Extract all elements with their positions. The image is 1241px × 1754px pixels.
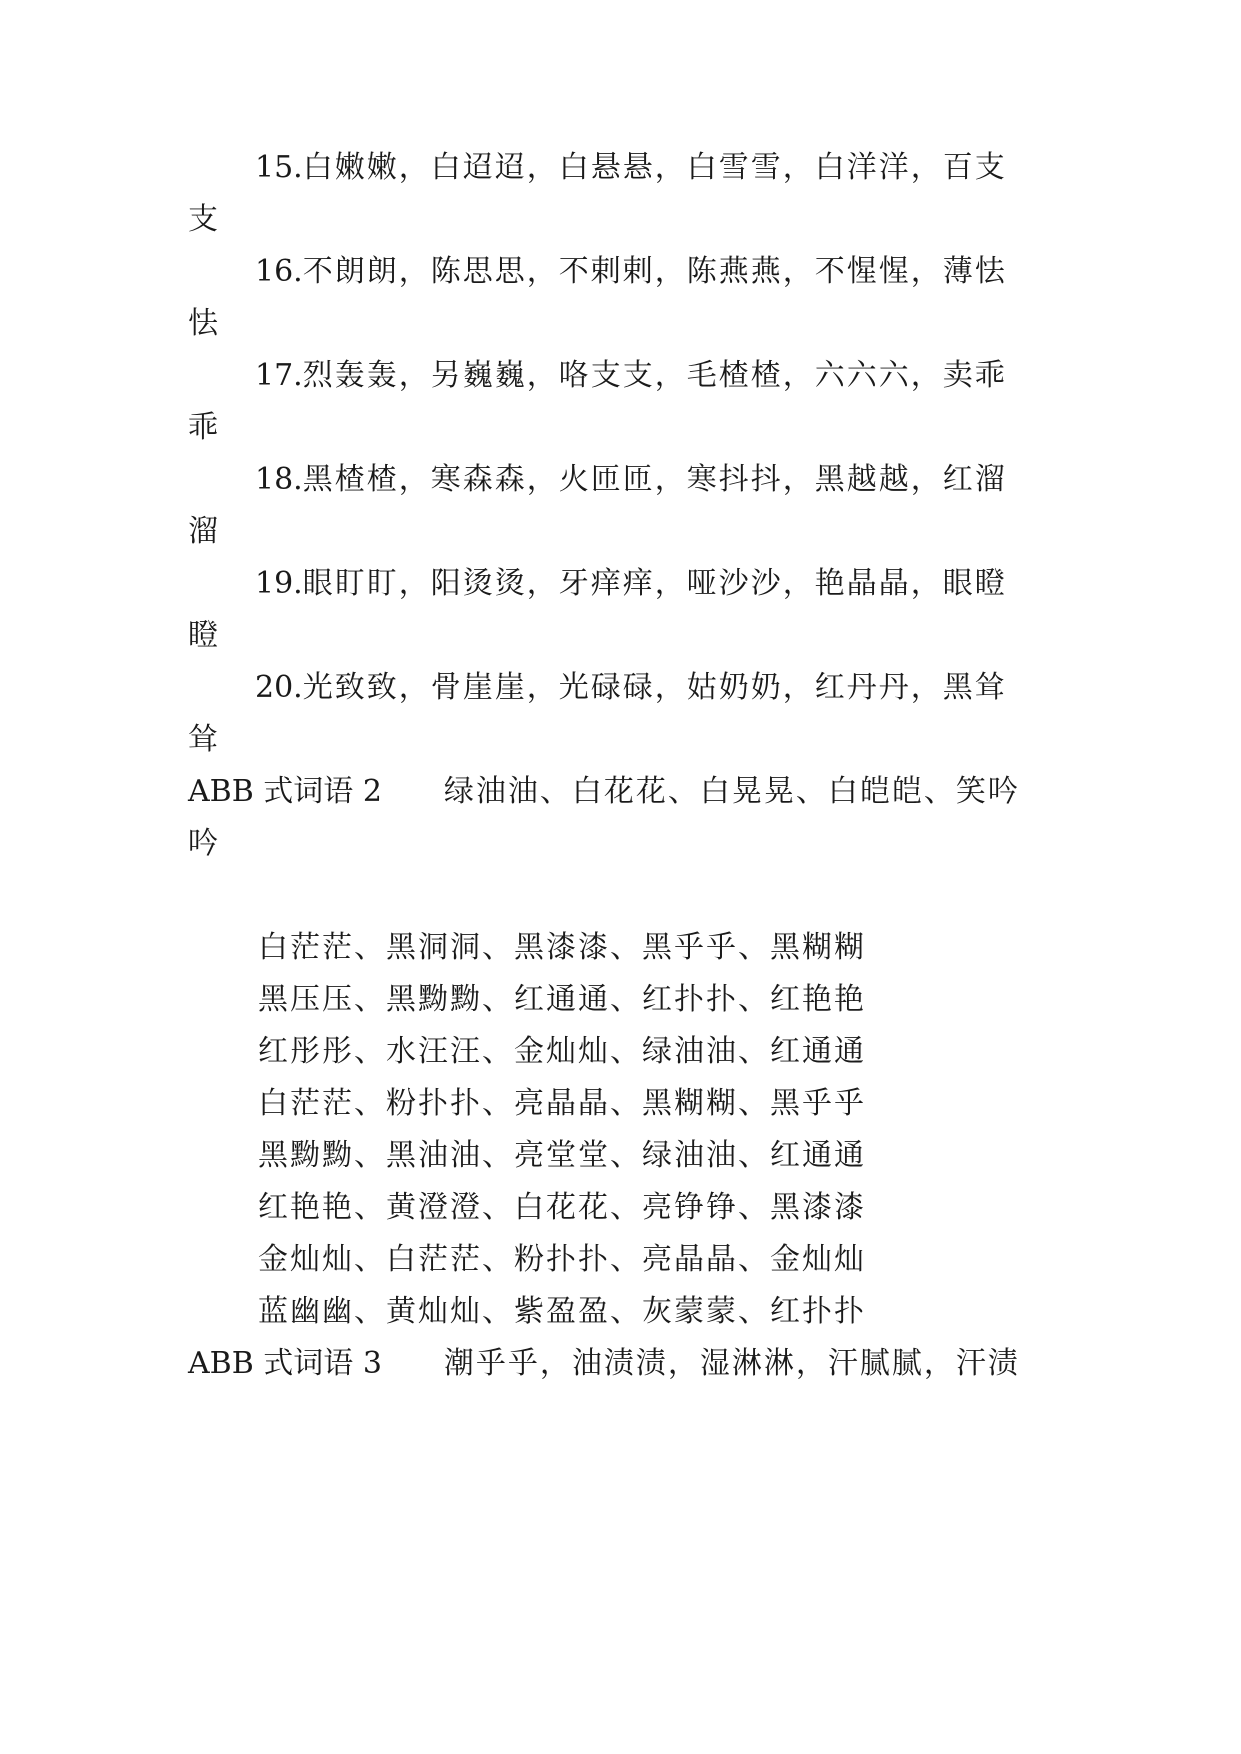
word-list-line: 金灿灿、白茫茫、粉扑扑、亮晶晶、金灿灿 <box>258 1242 866 1277</box>
section-2-continuation: 吟 <box>188 826 220 861</box>
word-list-line: 黑黝黝、黑油油、亮堂堂、绿油油、红通通 <box>258 1138 866 1173</box>
numbered-item-18 <box>255 462 1125 498</box>
section-heading: ABB 式词语 2 <box>188 774 382 809</box>
numbered-item-19 <box>255 566 1125 602</box>
word-list-line: 白茫茫、粉扑扑、亮晶晶、黑糊糊、黑乎乎 <box>258 1086 866 1121</box>
numbered-item-20-continuation: 耸 <box>188 722 220 757</box>
item-text: 光致致，骨崖崖，光碌碌，姑奶奶，红丹丹，黑耸 <box>302 670 1007 705</box>
section-3-heading-line <box>188 1346 1058 1382</box>
item-number: 15. <box>255 150 303 185</box>
section-text: 潮乎乎，油渍渍，湿淋淋，汗腻腻，汗渍 <box>443 1346 1020 1381</box>
item-number: 17. <box>255 358 303 393</box>
section-heading: ABB 式词语 3 <box>188 1346 382 1381</box>
section-2-heading-line <box>188 774 1058 810</box>
item-text: 不朗朗，陈思思，不剌剌，陈燕燕，不惺惺，薄怯 <box>302 254 1007 289</box>
section-text: 绿油油、白花花、白晃晃、白皑皑、笑吟 <box>443 774 1020 809</box>
numbered-item-16-continuation: 怯 <box>188 306 220 341</box>
numbered-item-16 <box>255 254 1125 290</box>
numbered-item-19-continuation: 瞪 <box>188 618 220 653</box>
item-number: 18. <box>255 462 303 497</box>
word-list-line: 蓝幽幽、黄灿灿、紫盈盈、灰蒙蒙、红扑扑 <box>258 1294 866 1329</box>
item-text: 黑楂楂，寒森森，火匝匝，寒抖抖，黑越越，红溜 <box>302 462 1007 497</box>
item-number: 16. <box>255 254 303 289</box>
item-number: 19. <box>255 566 303 601</box>
word-list-line: 红彤彤、水汪汪、金灿灿、绿油油、红通通 <box>258 1034 866 1069</box>
item-text: 烈轰轰，另巍巍，咯支支，毛楂楂，六六六，卖乖 <box>302 358 1007 393</box>
numbered-item-18-continuation: 溜 <box>188 514 220 549</box>
word-list-line: 白茫茫、黑洞洞、黑漆漆、黑乎乎、黑糊糊 <box>258 930 866 965</box>
numbered-item-20 <box>255 670 1125 706</box>
item-number: 20. <box>255 670 303 705</box>
numbered-item-15 <box>255 150 1125 186</box>
numbered-item-17-continuation: 乖 <box>188 410 220 445</box>
item-text: 眼盯盯，阳烫烫，牙痒痒，哑沙沙，艳晶晶，眼瞪 <box>302 566 1007 601</box>
numbered-item-15-continuation: 支 <box>188 202 220 237</box>
word-list-line: 黑压压、黑黝黝、红通通、红扑扑、红艳艳 <box>258 982 866 1017</box>
numbered-item-17 <box>255 358 1125 394</box>
word-list-line: 红艳艳、黄澄澄、白花花、亮铮铮、黑漆漆 <box>258 1190 866 1225</box>
item-text: 白嫩嫩，白迢迢，白悬悬，白雪雪，白洋洋，百支 <box>302 150 1007 185</box>
